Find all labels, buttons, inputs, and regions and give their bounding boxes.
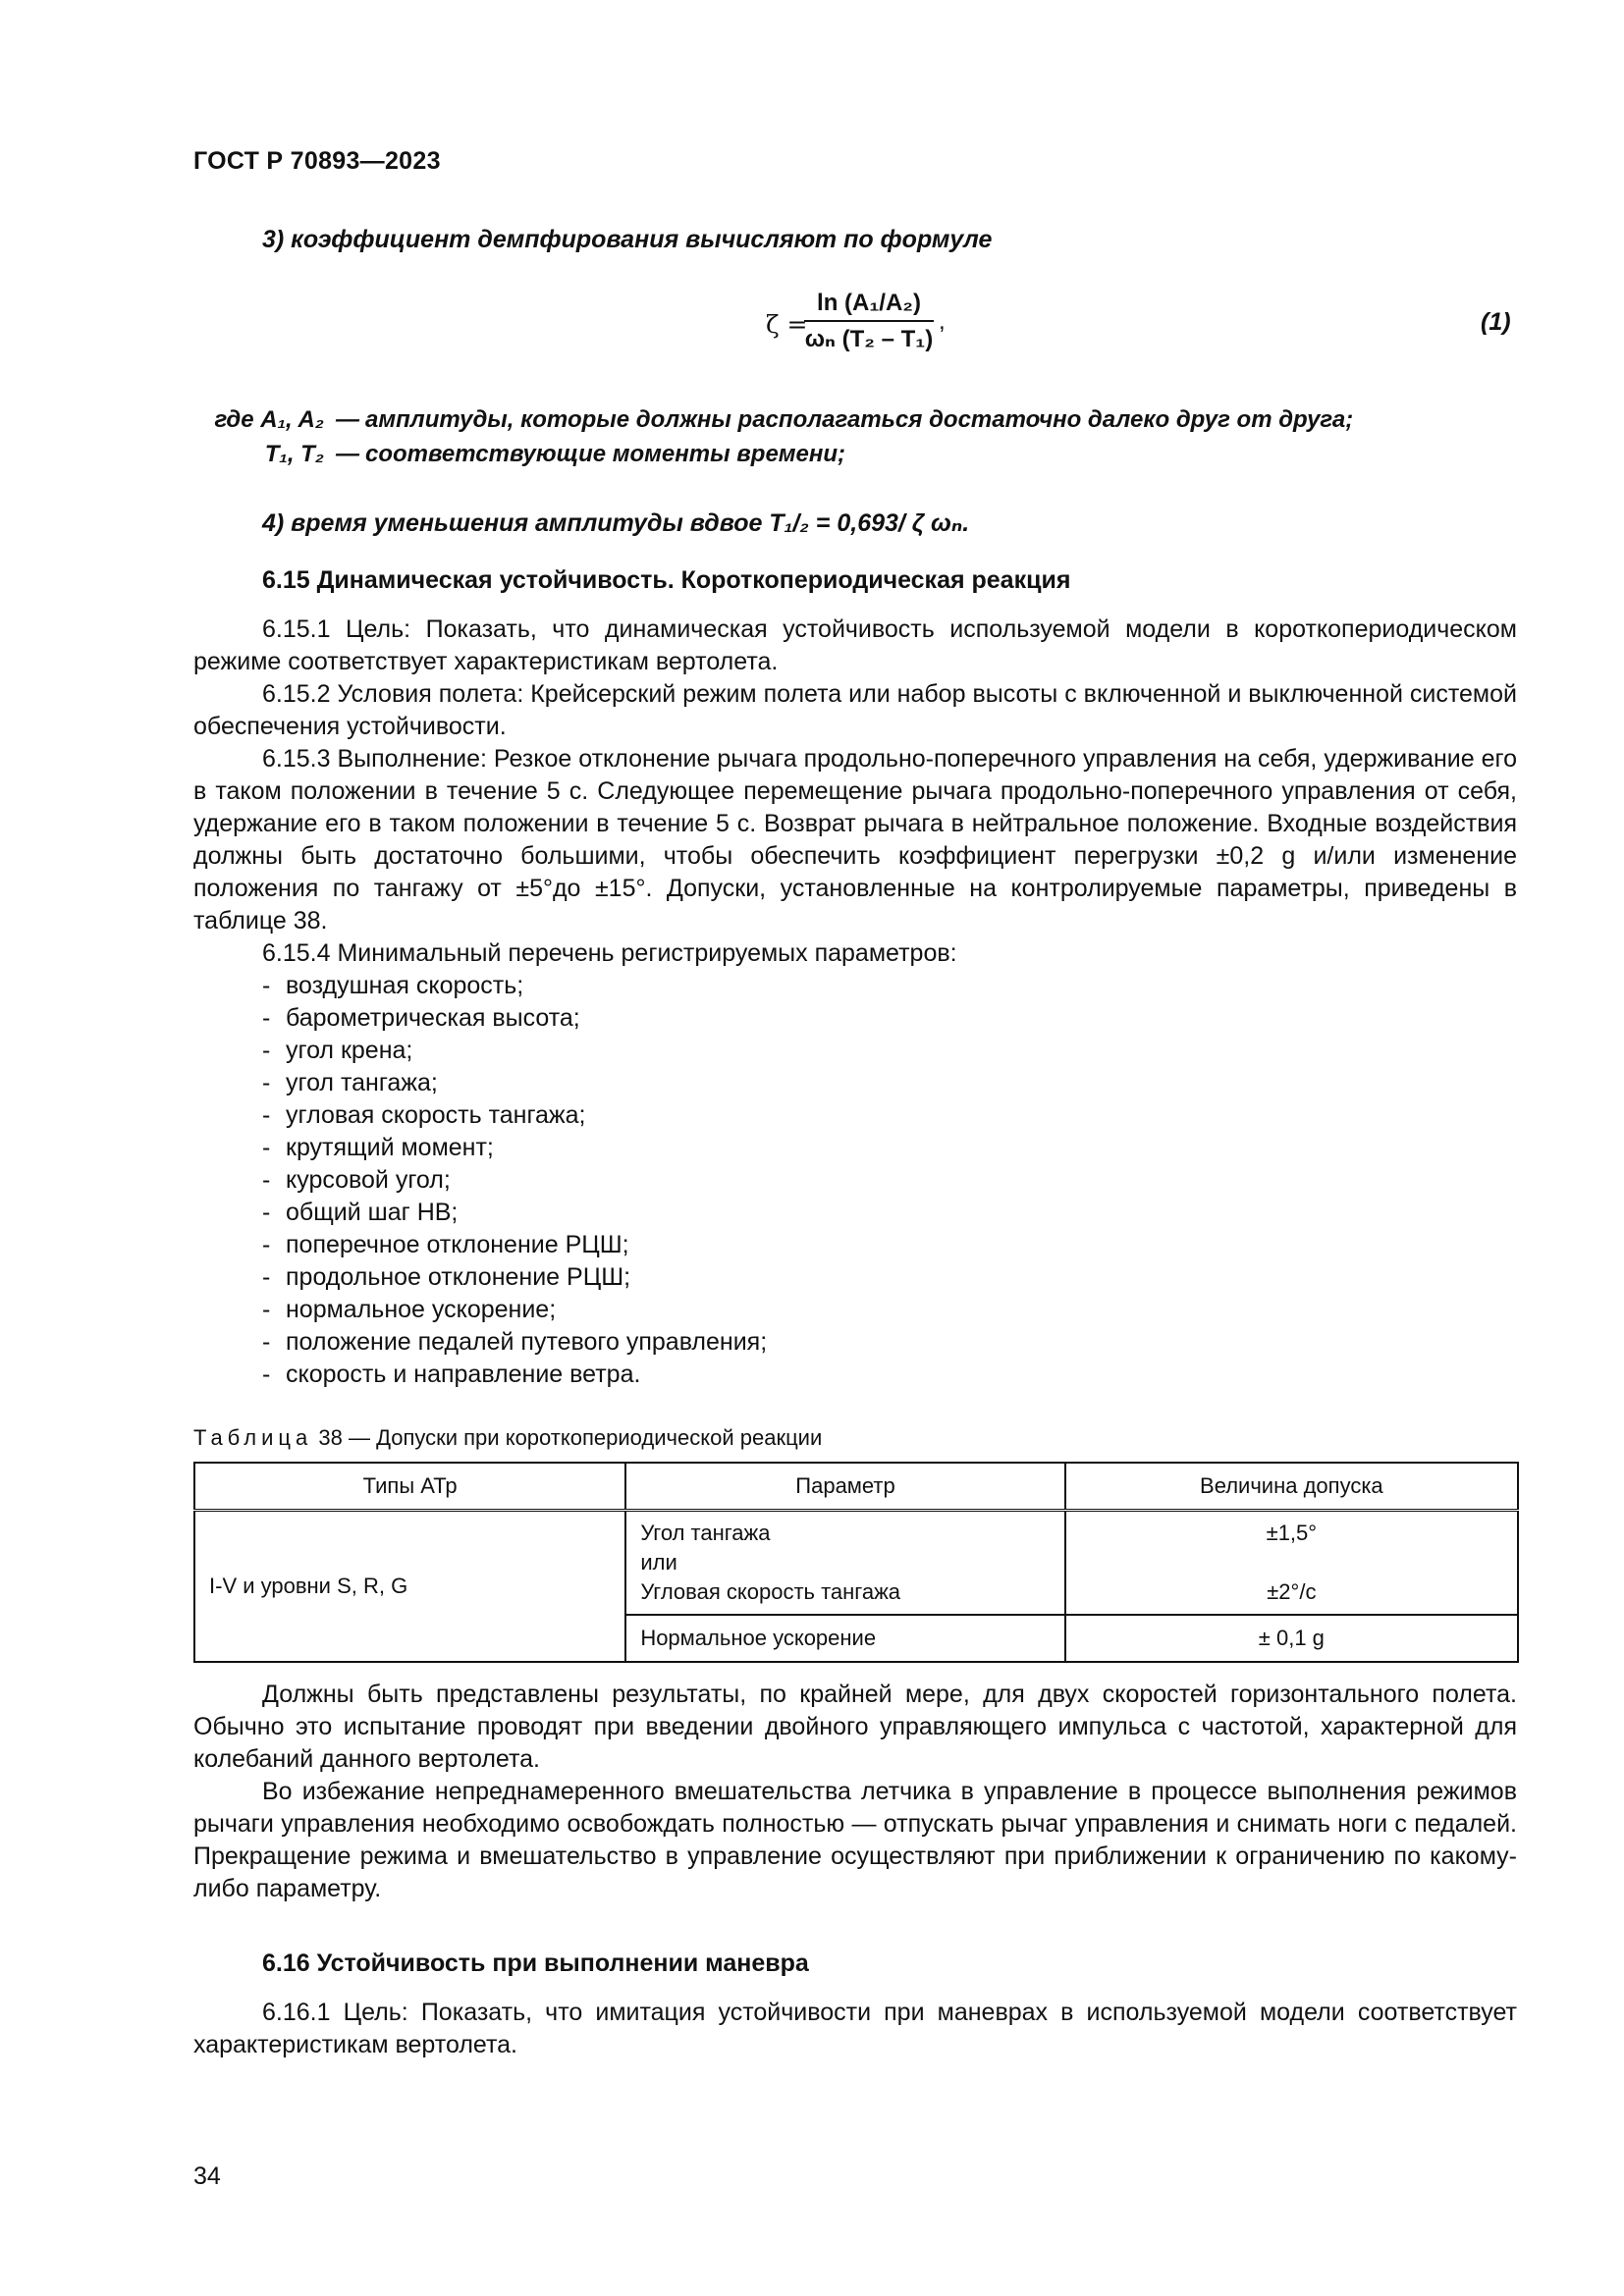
table-caption-word: Таблица [193,1425,313,1450]
column-header-tolerance: Величина допуска [1065,1463,1518,1511]
damping-formula [766,287,962,365]
column-header-parameter: Параметр [625,1463,1064,1511]
list-marker: - [262,1134,271,1161]
formula-denominator: ωₙ (T₂ – T₁) [804,326,934,352]
where-row [193,406,1353,434]
where-symbols: где A₁, A₂ [214,406,324,433]
paragraph-6-15-1: 6.15.1 Цель: Показать, что динамическая устойчивость используемой модели в короткопериодическом режиме соответствует характеристикам вертолета. [193,615,1517,675]
paragraph-6-16-1: 6.16.1 Цель: Показать, что имитация устойчивости при маневрах в используемой модели соответствует характеристикам вертолета. [193,1999,1517,2058]
table-header-row [194,1463,1518,1511]
where-text: амплитуды, которые должны располагаться достаточно далеко друг от друга; [365,406,1354,433]
formula-lhs: ζ = [766,310,808,339]
list-item: - угол крена; [262,1035,1517,1067]
parameter-cell: Нормальное ускорение [625,1615,1064,1662]
section-heading-6-16: 6.16 Устойчивость при выполнении маневра [262,1949,809,1977]
list-item: - продольное отклонение РЦШ; [262,1261,1517,1294]
after-table-body [193,1679,1517,1905]
paragraph-6-15-2: 6.15.2 Условия полета: Крейсерский режим полета или набор высоты с включенной и выключенной системой обеспечения устойчивости. [193,680,1517,740]
where-row [193,441,845,468]
paragraph-6-15-4: 6.15.4 Минимальный перечень регистрируемых параметров: [262,939,957,967]
parameter-cell: Угол тангажа или Угловая скорость тангажа [625,1511,1064,1615]
list-marker: - [262,972,271,999]
where-dash: — [336,406,359,433]
paragraph: Должны быть представлены результаты, по крайней мере, для двух скоростей горизонтального полета. Обычно это испытание проводят при введении двойного управляющего импульса с частотой, характерной для колебаний данного вертолета. [193,1681,1517,1773]
list-marker: - [262,1166,271,1194]
list-marker: - [262,1069,271,1096]
list-marker: - [262,1199,271,1226]
list-marker: - [262,1296,271,1323]
list-item: - барометрическая высота; [262,1002,1517,1035]
formula-numerator: ln (A₁/A₂) [817,290,921,316]
list-marker: - [262,1263,271,1291]
table-caption [193,1425,822,1451]
table-row [194,1511,1518,1615]
list-item: - угловая скорость тангажа; [262,1099,1517,1132]
parameter-list [262,970,1517,1391]
where-symbols: T₁, T₂ [264,441,324,467]
tolerance-cell: ± 0,1 g [1065,1615,1518,1662]
list-marker: - [262,1004,271,1032]
list-marker: - [262,1361,271,1388]
list-item: - скорость и направление ветра. [262,1359,1517,1391]
step-4-text: 4) время уменьшения амплитуды вдвое T₁/₂ = 0,693/ ζ ωₙ. [262,509,970,537]
document-header: ГОСТ Р 70893—2023 [193,147,441,175]
list-marker: - [262,1037,271,1064]
list-item: - общий шаг НВ; [262,1197,1517,1229]
tolerance-cell: ±1,5° ±2°/с [1065,1511,1518,1615]
formula-fraction [800,287,938,355]
table-caption-text: 38 — Допуски при короткопериодической реакции [312,1425,823,1450]
list-item: - поперечное отклонение РЦШ; [262,1229,1517,1261]
where-dash: — [336,441,359,467]
formula-comma: , [939,308,946,335]
list-marker: - [262,1101,271,1129]
list-marker: - [262,1231,271,1258]
column-header-types: Типы АТр [194,1463,625,1511]
list-item: - угол тангажа; [262,1067,1517,1099]
step-3-text: 3) коэффициент демпфирования вычисляют по формуле [262,226,993,253]
list-item: - положение педалей путевого управления; [262,1326,1517,1359]
list-marker: - [262,1328,271,1356]
formula-number: (1) [1481,308,1511,336]
list-item: - крутящий момент; [262,1132,1517,1164]
tolerance-table [193,1462,1519,1663]
list-item: - курсовой угол; [262,1164,1517,1197]
section-heading-6-15: 6.15 Динамическая устойчивость. Короткопериодическая реакция [262,566,1071,594]
list-item: - воздушная скорость; [262,970,1517,1002]
type-cell: I-V и уровни S, R, G [194,1511,625,1662]
paragraph-6-15-3: 6.15.3 Выполнение: Резкое отклонение рычага продольно-поперечного управления на себя, удерживание его в таком положении в течение 5 с. Следующее перемещение рычага продольно-поперечного управления от себя, удержание его в таком положении в течение 5 с. Возврат рычага в нейтральное положение. Входные воздействия должны быть достаточно большими, чтобы обеспечить коэффициент перегрузки ±0,2 g и/или изменение положения по тангажу от ±5°до ±15°. Допуски, установленные на контролируемые параметры, приведены в таблице 38. [193,745,1517,934]
paragraph: Во избежание непреднамеренного вмешательства летчика в управление в процессе выполнения режимов рычаги управления необходимо освобождать полностью — отпускать рычаг управления и снимать ноги с педалей. Прекращение режима и вмешательство в управление осуществляют при приближении к ограничению по какому-либо параметру. [193,1778,1517,1902]
section-6-15-body [193,614,1517,1391]
list-item: - нормальное ускорение; [262,1294,1517,1326]
where-text: соответствующие моменты времени; [365,441,846,467]
page-number: 34 [193,2163,221,2190]
